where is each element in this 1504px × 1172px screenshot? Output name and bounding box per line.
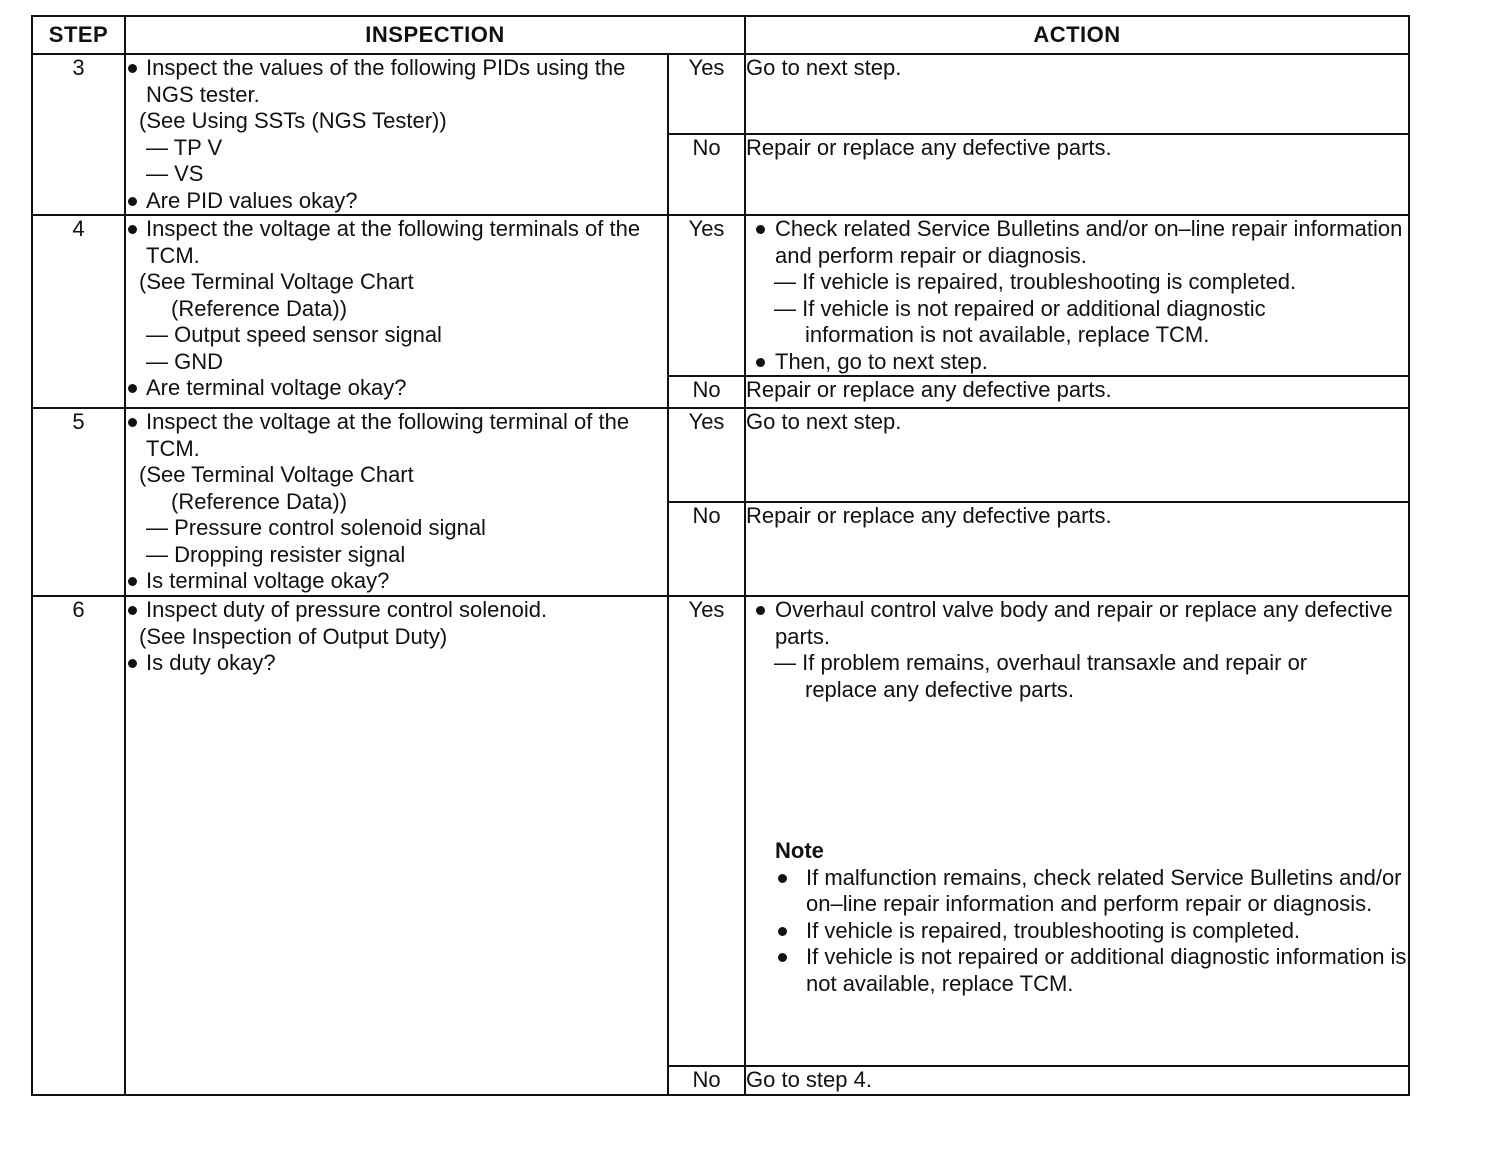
inspection-question: Are terminal voltage okay? <box>126 375 667 402</box>
inspection-cell <box>125 408 668 596</box>
action-subitem-continued: information is not available, replace TCM. <box>805 322 1210 347</box>
inspection-bullet: Inspect the voltage at the following terminals of the TCM. <box>126 216 667 269</box>
step-number: 5 <box>32 408 125 596</box>
no-label: No <box>668 502 745 596</box>
inspection-question: Is terminal voltage okay? <box>126 568 667 595</box>
step-number: 6 <box>32 596 125 1095</box>
no-action: Repair or replace any defective parts. <box>745 376 1409 408</box>
action-subitem: — If problem remains, overhaul transaxle and repair or <box>774 650 1308 675</box>
action-subitem: — If vehicle is repaired, troubleshooting is completed. <box>774 269 1297 294</box>
yes-action <box>745 215 1409 376</box>
yes-action: Go to next step. <box>745 408 1409 502</box>
yes-label: Yes <box>668 54 745 134</box>
header-inspection: INSPECTION <box>125 16 745 54</box>
header-row <box>32 16 1409 54</box>
table-row <box>32 215 1409 376</box>
reference-text: (Reference Data)) <box>171 488 348 514</box>
yes-action: Go to next step. <box>745 54 1409 134</box>
inspection-question: Are PID values okay? <box>126 188 667 215</box>
action-subitem-continued: replace any defective parts. <box>805 676 1075 702</box>
no-label: No <box>668 1066 745 1095</box>
header-step: STEP <box>32 16 125 54</box>
note-title: Note <box>775 838 824 863</box>
step-number: 4 <box>32 215 125 408</box>
inspection-cell <box>125 596 668 1095</box>
inspection-bullet: Inspect the values of the following PIDs using the NGS tester. <box>126 55 667 108</box>
table-row <box>32 596 1409 1066</box>
note-item: If vehicle is repaired, troubleshooting is completed. <box>775 918 1408 945</box>
action-bullet: Then, go to next step. <box>746 349 1408 376</box>
inspection-cell <box>125 54 668 215</box>
inspection-bullet: Inspect duty of pressure control solenoid. <box>126 597 667 624</box>
inspection-bullet: Inspect the voltage at the following terminal of the TCM. <box>126 409 667 462</box>
no-label: No <box>668 134 745 215</box>
inspection-cell <box>125 215 668 408</box>
reference-text: (See Terminal Voltage Chart <box>139 269 414 294</box>
no-action: Go to step 4. <box>745 1066 1409 1095</box>
yes-label: Yes <box>668 596 745 1066</box>
pid-item: — TP V <box>146 134 223 160</box>
no-label: No <box>668 376 745 408</box>
action-subitem: — If vehicle is not repaired or additional diagnostic <box>774 295 1266 321</box>
pid-item: — VS <box>146 161 204 186</box>
terminal-item: — Output speed sensor signal <box>146 322 442 347</box>
terminal-item: — Dropping resister signal <box>146 541 406 567</box>
no-action: Repair or replace any defective parts. <box>745 134 1409 215</box>
yes-action <box>745 596 1409 1066</box>
note-item: If malfunction remains, check related Service Bulletins and/or on–line repair information and perform repair or diagnosis. <box>775 865 1408 918</box>
yes-label: Yes <box>668 408 745 502</box>
table-row <box>32 408 1409 502</box>
reference-text: (Reference Data)) <box>171 295 348 321</box>
reference-text: (See Terminal Voltage Chart <box>139 462 414 487</box>
reference-text: (See Inspection of Output Duty) <box>139 623 448 649</box>
inspection-question: Is duty okay? <box>126 650 667 677</box>
table-row <box>32 54 1409 134</box>
header-action: ACTION <box>745 16 1409 54</box>
note-item: If vehicle is not repaired or additional diagnostic information is not available, replace TCM. <box>775 944 1408 997</box>
no-action: Repair or replace any defective parts. <box>745 502 1409 596</box>
step-number: 3 <box>32 54 125 215</box>
action-bullet: Overhaul control valve body and repair or replace any defective parts. <box>746 597 1408 650</box>
action-bullet: Check related Service Bulletins and/or on–line repair information and perform repair or diagnosis. <box>746 216 1408 269</box>
reference-text: (See Using SSTs (NGS Tester)) <box>139 108 447 133</box>
terminal-item: — Pressure control solenoid signal <box>146 515 486 540</box>
note-block <box>746 838 1408 997</box>
terminal-item: — GND <box>146 348 223 374</box>
yes-label: Yes <box>668 215 745 376</box>
troubleshooting-table <box>31 15 1410 1096</box>
